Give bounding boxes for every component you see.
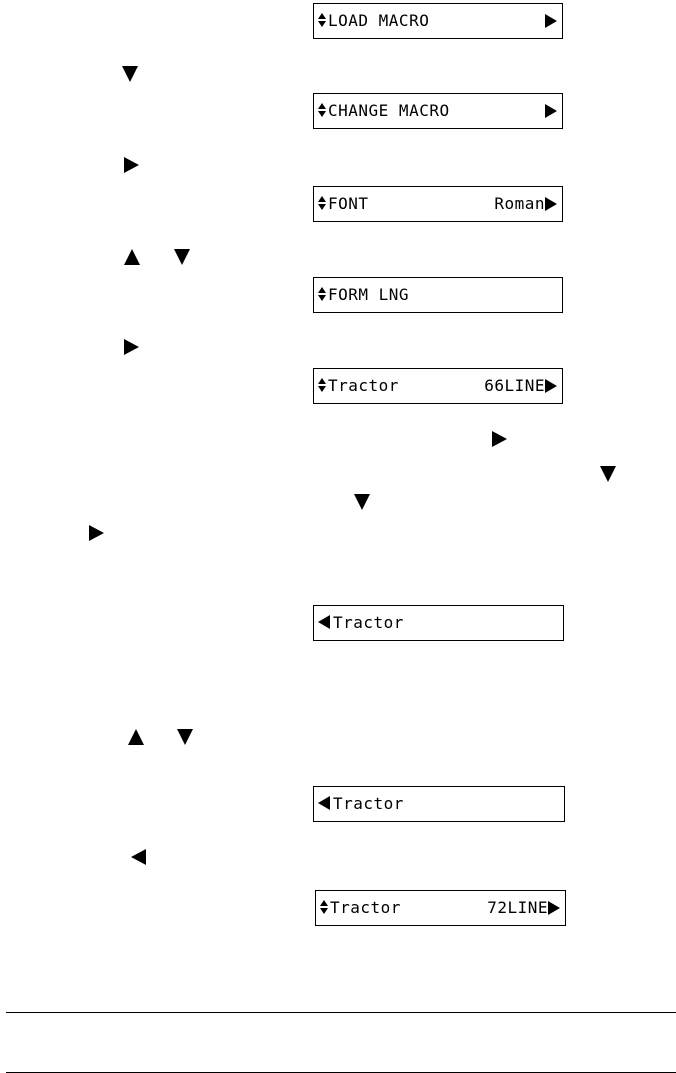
lcd-value: 72LINE — [487, 898, 548, 917]
up-down-indicator-icon — [318, 12, 326, 28]
lcd-text: Tractor — [333, 794, 404, 813]
lcd-text: Tractor — [328, 376, 399, 395]
left-arrow-icon — [318, 796, 330, 810]
lcd-display-form-lng — [313, 277, 563, 313]
right-arrow-icon — [545, 14, 557, 28]
right-arrow-key-icon — [124, 339, 139, 355]
lcd-value: 66LINE — [484, 376, 545, 395]
down-arrow-key-icon — [600, 466, 616, 482]
up-arrow-key-icon — [128, 729, 144, 745]
lcd-value: Roman — [494, 194, 545, 213]
horizontal-rule-top — [6, 1012, 676, 1013]
right-arrow-icon — [548, 901, 560, 915]
lcd-display-tractor-select-2 — [313, 786, 565, 822]
down-arrow-key-icon — [174, 249, 190, 265]
right-arrow-key-icon — [492, 431, 507, 447]
up-arrow-key-icon — [124, 249, 140, 265]
right-arrow-icon — [545, 104, 557, 118]
lcd-display-tractor-72line — [315, 890, 566, 926]
right-arrow-key-icon — [124, 157, 139, 173]
right-arrow-icon — [545, 379, 557, 393]
lcd-text: Tractor — [333, 613, 404, 632]
down-arrow-key-icon — [354, 494, 370, 510]
lcd-display-load-macro — [313, 3, 563, 39]
lcd-display-font — [313, 186, 563, 222]
up-down-indicator-icon — [318, 286, 326, 302]
lcd-text: FORM LNG — [328, 285, 410, 304]
up-down-indicator-icon — [318, 195, 326, 211]
down-arrow-key-icon — [177, 729, 193, 745]
lcd-text: CHANGE MACRO — [328, 101, 450, 120]
lcd-text: LOAD MACRO — [328, 11, 430, 30]
left-arrow-icon — [318, 615, 330, 629]
up-down-indicator-icon — [318, 377, 326, 393]
up-down-indicator-icon — [318, 102, 326, 118]
lcd-text: Tractor — [330, 898, 401, 917]
left-arrow-key-icon — [131, 849, 146, 865]
lcd-display-tractor-select — [313, 605, 564, 641]
right-arrow-key-icon — [89, 525, 104, 541]
up-down-indicator-icon — [320, 899, 328, 915]
down-arrow-key-icon — [122, 66, 138, 82]
lcd-display-tractor-66line — [313, 368, 563, 404]
lcd-display-change-macro — [313, 93, 563, 129]
lcd-text: FONT — [328, 194, 369, 213]
right-arrow-icon — [545, 197, 557, 211]
